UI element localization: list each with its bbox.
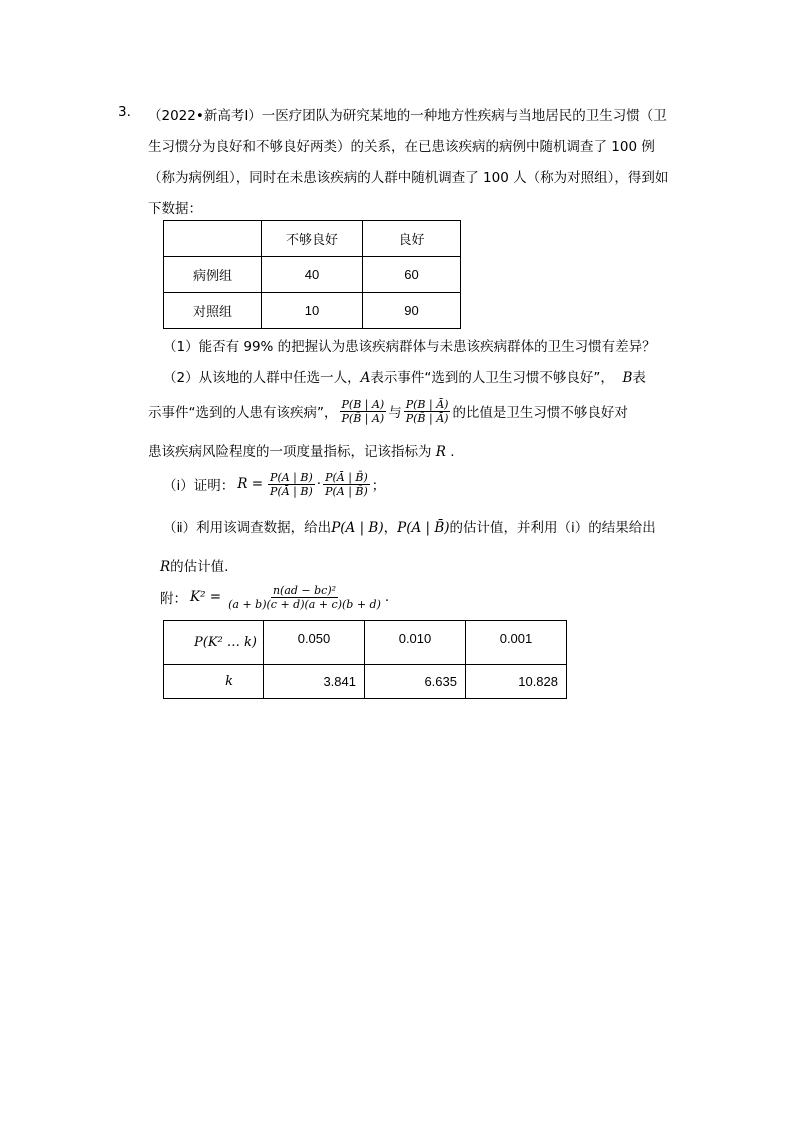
appendix-label: 附： — [160, 591, 187, 607]
question-2-ii-line-1 — [163, 516, 656, 536]
question-2-ii-line-2 — [160, 555, 228, 575]
question-2-line-2 — [148, 391, 628, 431]
q2-text: 患该疾病风险程度的一项度量指标，记该指标为 — [148, 444, 432, 460]
question-1: （1）能否有 99% 的把握认为患该疾病群体与未患该疾病群体的卫生习惯有差异？ — [163, 339, 656, 355]
table-cell: 10 — [262, 293, 363, 329]
fraction-1 — [340, 398, 387, 425]
var-b: B — [622, 370, 633, 386]
table-cell: 0.001 — [466, 621, 567, 665]
table-header-cell: 不够良好 — [262, 221, 363, 257]
table-row — [164, 293, 461, 329]
question-2-line-3 — [148, 440, 455, 460]
table-cell: 90 — [363, 293, 461, 329]
expr-p-a-given-b: P(A | B) — [331, 520, 384, 536]
q2-text: 的比值是卫生习惯不够良好对 — [452, 405, 628, 421]
table-cell: 10.828 — [466, 665, 567, 699]
fraction-denominator: P(B̄ | Ā) — [405, 411, 449, 425]
problem-line-1: （2022•新高考Ⅰ）一医疗团队为研究某地的一种地方性疾病与当地居民的卫生习惯（卫 — [148, 108, 667, 124]
qi-label: （ⅰ）证明： — [163, 478, 235, 494]
fraction-numerator: P(B | A) — [341, 397, 385, 411]
row-label: k — [164, 665, 264, 699]
question-2-i — [163, 464, 385, 504]
fraction-denominator: P(B̄ | A) — [341, 411, 385, 425]
critical-value-table — [163, 620, 567, 699]
var-a: A — [360, 370, 371, 386]
row-label: 对照组 — [164, 293, 262, 329]
q2-text: . — [450, 444, 455, 460]
q2-text: （2）从该地的人群中任选一人， — [163, 370, 361, 386]
fraction-numerator: P(A | B) — [270, 470, 313, 484]
qi-end: ； — [371, 478, 386, 494]
table-row — [164, 257, 461, 293]
data-table — [163, 220, 461, 329]
q2-text: 与 — [388, 405, 402, 421]
fraction-numerator: n(ad − bc)² — [272, 583, 337, 597]
table-cell: 0.010 — [365, 621, 466, 665]
table-cell: 6.635 — [365, 665, 466, 699]
fraction-denominator: (a + b)(c + d)(a + c)(b + d) — [228, 597, 381, 611]
q2-text: 示事件“选到的人患有该疾病”， — [148, 405, 338, 421]
fraction-2 — [404, 398, 451, 425]
qii-text: 的估计值，并利用（ⅰ）的结果给出 — [449, 520, 656, 536]
k-squared-lhs: K² = — [190, 589, 222, 605]
table-row — [164, 665, 567, 699]
row-label: P(K² … k) — [164, 621, 264, 665]
table-row — [164, 621, 567, 665]
q2-text: 表示事件“选到的人卫生习惯不够良好”， — [370, 370, 614, 386]
var-r: R — [160, 559, 171, 575]
appendix-end: . — [384, 589, 390, 605]
row-label: 病例组 — [164, 257, 262, 293]
qii-text: 的估计值. — [170, 559, 229, 575]
q2-text: 表 — [632, 370, 646, 386]
fraction-denominator: P(Ā | B) — [270, 484, 313, 498]
problem-line-4: 下数据： — [148, 201, 202, 217]
problem-number: 3. — [118, 104, 131, 120]
k-squared-fraction — [226, 584, 383, 611]
fraction-denominator: P(A | B̄) — [325, 484, 368, 498]
table-cell: 3.841 — [264, 665, 365, 699]
table-cell: 60 — [363, 257, 461, 293]
problem-line-2: 生习惯分为良好和不够良好两类）的关系，在已患该疾病的病例中随机调查了 100 例 — [148, 139, 655, 155]
qi-lhs: R = — [237, 476, 264, 492]
fraction-numerator: P(B | Ā) — [405, 397, 449, 411]
qii-text: （ⅱ）利用该调查数据，给出 — [163, 520, 332, 536]
table-cell: 0.050 — [264, 621, 365, 665]
table-cell: 40 — [262, 257, 363, 293]
appendix-formula — [160, 579, 389, 615]
var-r: R — [435, 444, 446, 460]
table-header-cell — [164, 221, 262, 257]
qii-text: ， — [383, 520, 398, 536]
expr-p-a-given-not-b: P(A | B̄) — [397, 520, 450, 536]
fraction-4 — [323, 471, 370, 498]
fraction-3 — [268, 471, 315, 498]
fraction-numerator: P(Ā | B̄) — [325, 470, 368, 484]
table-header-cell: 良好 — [363, 221, 461, 257]
table-header-row — [164, 221, 461, 257]
problem-line-3: （称为病例组），同时在未患该疾病的人群中随机调查了 100 人（称为对照组），得到如 — [148, 170, 669, 186]
multiply-dot: · — [316, 476, 322, 492]
question-2-line-1 — [163, 366, 646, 386]
